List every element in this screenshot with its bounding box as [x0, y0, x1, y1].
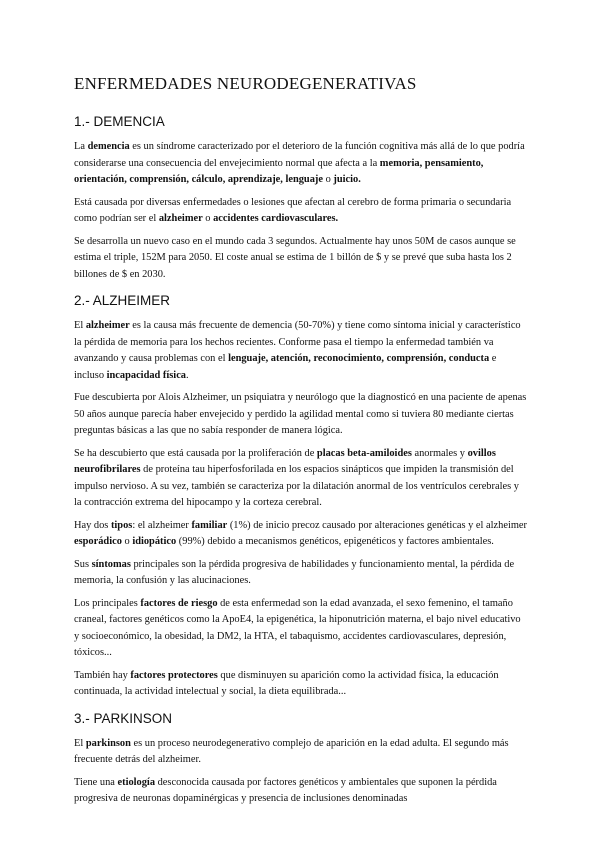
bold-term: factores de riesgo: [140, 597, 218, 609]
bold-term: esporádico: [74, 536, 122, 547]
text-run: de proteína tau hiperfosforilada en los espacios sinápticos que impiden la transmisión del impulso nervioso. A su vez, también se caracteriza por la dilatación anormal de los ventrículos cerebrales y la contracción extrema del hipocampo y la corteza cerebral.: [74, 464, 519, 508]
paragraph: [74, 596, 528, 662]
document-title: ENFERMEDADES NEURODEGENERATIVAS: [74, 74, 417, 93]
paragraph: [74, 234, 528, 284]
paragraph: [74, 736, 528, 769]
text-run: o: [202, 213, 214, 224]
text-run: de esta enfermedad son la edad avanzada, el sexo femenino, el tamaño craneal, factores genéticos como la ApoE4, la epigenética, la hiponutrición materna, el bajo nivel educativo y socioeconómico, la obesidad, la DM2, la HTA, el tabaquismo, accidentes cardiovasculares, depresión, tóxicos...: [74, 597, 521, 658]
paragraph: [74, 446, 528, 512]
bold-term: etiología: [117, 776, 156, 788]
text-run: También hay: [74, 669, 131, 681]
section-heading-alzheimer: 2.- ALZHEIMER: [74, 293, 171, 308]
text-run: El: [74, 320, 86, 331]
paragraph: [74, 195, 528, 228]
paragraph: [74, 390, 528, 440]
paragraph: [74, 318, 528, 384]
paragraph: [74, 557, 528, 590]
text-run: El: [74, 737, 86, 749]
text-run: (99%) debido a mecanismos genéticos, epigenéticos y factores ambientales.: [176, 536, 494, 547]
text-run: o: [121, 536, 133, 547]
text-run: es la causa más frecuente de demencia (50-70%) y tiene como síntoma inicial y característico la pérdida de memoria para los hechos recientes. Conforme pasa el tiempo la enfermedad también va avanzando y causa problemas con el: [74, 320, 521, 364]
text-run: Hay dos: [74, 519, 111, 531]
text-run: Se ha descubierto que está causada por la proliferación de: [74, 447, 317, 459]
bold-term: familiar: [191, 519, 228, 531]
text-run: desconocida causada por factores genéticos y ambientales que suponen la pérdida progresiva de neuronas dopaminérgicas y presencia de inclusiones denominadas: [74, 776, 497, 804]
bold-term: juicio.: [333, 174, 361, 185]
text-run: (1%) de inicio precoz causado por alteraciones genéticas y el alzheimer: [227, 519, 527, 531]
bold-term: factores protectores: [130, 669, 218, 681]
bold-term: lenguaje, atención, reconocimiento, comprensión, conducta: [228, 353, 490, 364]
bold-term: idiopático: [132, 536, 177, 547]
text-run: anormales y: [411, 447, 468, 459]
paragraph: [74, 775, 528, 808]
bold-term: demencia: [87, 141, 130, 152]
bold-term: placas beta-amiloides: [316, 447, 412, 459]
text-run: o: [322, 174, 334, 185]
bold-term: parkinson: [85, 737, 131, 749]
text-run: e incluso: [74, 353, 497, 381]
bold-term: memoria, pensamiento, orientación, comprensión, cálculo, aprendizaje, lenguaje: [74, 157, 484, 185]
bold-term: alzheimer: [85, 320, 130, 331]
bold-term: tipos: [110, 519, 133, 531]
text-run: Los principales: [74, 597, 141, 609]
section-heading-parkinson: 3.- PARKINSON: [74, 710, 173, 726]
text-run: Fue descubierta por Alois Alzheimer, un psiquiatra y neurólogo que la diagnosticó en una paciente de apenas 50 años aunque parecía haber envejecido y perdido la agilidad mental como si tuviera 80 mediante ciertas preguntas básicas a las que no sabía responder de manera lógica.: [74, 392, 527, 436]
text-run: es un síndrome caracterizado por el deterioro de la función cognitiva más allá de lo que podría considerarse una consecuencia del envejecimiento normal que afecta a la: [74, 141, 525, 169]
section-heading-demencia: 1.- DEMENCIA: [74, 114, 165, 129]
text-run: Se desarrolla un nuevo caso en el mundo cada 3 segundos. Actualmente hay unos 50M de casos aunque se estima el triple, 152M para 2050. El coste anual se estima de 1 billón de $ y se prevé que suba hasta los 2 billones de $ en 2030.: [74, 235, 516, 280]
bold-term: alzheimer: [158, 213, 203, 224]
paragraph: [74, 518, 528, 551]
bold-term: síntomas: [91, 558, 131, 570]
text-run: que disminuyen su aparición como la actividad física, la educación continuada, la actividad intelectual y social, la dieta equilibrada...: [74, 669, 499, 697]
paragraph: [74, 139, 528, 189]
text-run: .: [186, 369, 189, 381]
text-run: Está causada por diversas enfermedades o lesiones que afectan al cerebro de forma primaria o secundaria como podrían ser el: [74, 196, 512, 224]
text-run: principales son la pérdida progresiva de habilidades y funcionamiento mental, la pérdida de memoria, la confusión y las alucinaciones.: [74, 558, 515, 586]
bold-term: accidentes cardiovasculares.: [213, 213, 339, 224]
text-run: : el alzheimer: [132, 519, 192, 531]
bold-term: incapacidad física: [106, 369, 187, 381]
text-run: Sus: [74, 558, 92, 570]
text-run: La: [74, 141, 88, 152]
text-run: Tiene una: [74, 776, 118, 788]
bold-term: ovillos neurofibrilares: [74, 447, 496, 475]
paragraph: [74, 668, 528, 701]
text-run: es un proceso neurodegenerativo complejo de aparición en la edad adulta. El segundo más frecuente detrás del alzheimer.: [74, 737, 509, 765]
